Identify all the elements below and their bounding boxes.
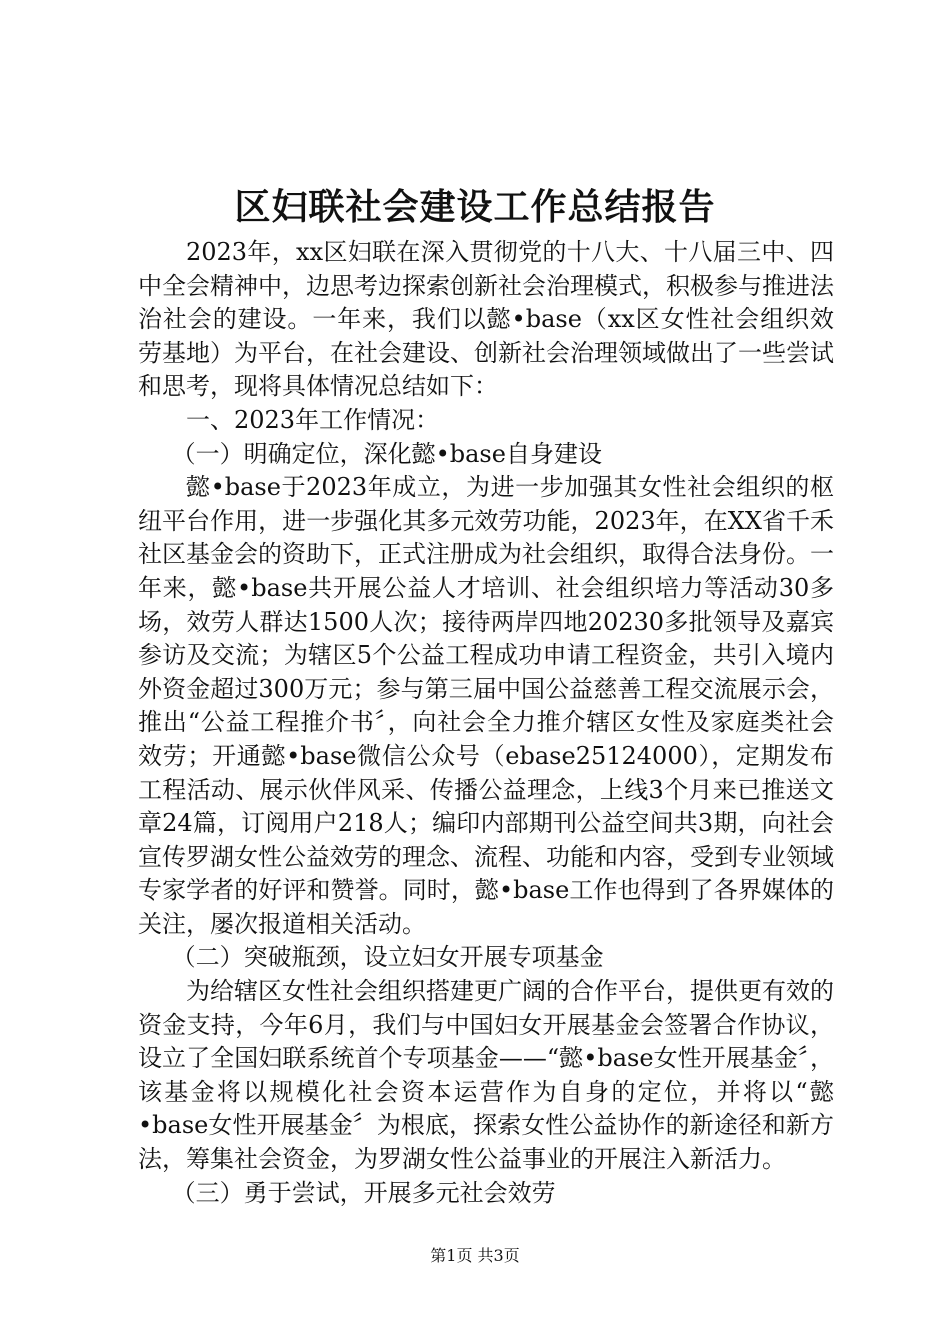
section-heading-1: 一、2023年工作情况： (186, 405, 440, 434)
page-number-footer: 第1页 共3页 (430, 1246, 520, 1265)
document-title: 区妇联社会建设工作总结报告 (234, 186, 716, 228)
subsection-heading-3: （三）勇于尝试，开展多元社会效劳 (171, 1178, 556, 1207)
document-body (138, 236, 834, 1210)
paragraph-intro: 2023年，xx区妇联在深入贯彻党的十八大、十八届三中、四中全会精神中，边思考边探索创新社会治理模式，积极参与推进法治社会的建设。一年来，我们以懿•base（xx区女性社会组织效劳基地）为平台，在社会建设、创新社会治理领域做出了一些尝试和思考，现将具体情况总结如下： (138, 238, 834, 401)
paragraph-subsection-2: 为给辖区女性社会组织搭建更广阔的合作平台，提供更有效的资金支持，今年6月，我们与中国妇女开展基金会签署合作协议，设立了全国妇联系统首个专项基金——“懿•base女性开展基金〞，该基金将以规模化社会资本运营作为自身的定位，并将以“懿•base女性开展基金〞为根底，探索女性公益协作的新途径和新方法，筹集社会资金，为罗湖女性公益事业的开展注入新活力。 (138, 977, 834, 1174)
subsection-heading-2: （二）突破瓶颈，设立妇女开展专项基金 (171, 943, 604, 972)
paragraph-subsection-1: 懿•base于2023年成立，为进一步加强其女性社会组织的枢纽平台作用，进一步强化其多元效劳功能，2023年，在XX省千禾社区基金会的资助下，正式注册成为社会组织，取得合法身份。一年来，懿•base共开展公益人才培训、社会组织培力等活动30多场，效劳人群达1500人次；接待两岸四地20230多批领导及嘉宾参访及交流；为辖区5个公益工程成功申请工程资金，共引入境内外资金超过300万元；参与第三届中国公益慈善工程交流展示会，推出“公益工程推介书〞，向社会全力推介辖区女性及家庭类社会效劳；开通懿•base微信公众号（ebase25124000），定期发布工程活动、展示伙伴风采、传播公益理念，上线3个月来已推送文章24篇，订阅用户218人；编印内部期刊公益空间共3期，向社会宣传罗湖女性公益效劳的理念、流程、功能和内容，受到专业领域专家学者的好评和赞誉。同时，懿•base工作也得到了各界媒体的关注，屡次报道相关活动。 (138, 473, 834, 938)
subsection-heading-1: （一）明确定位，深化懿•base自身建设 (171, 439, 602, 468)
